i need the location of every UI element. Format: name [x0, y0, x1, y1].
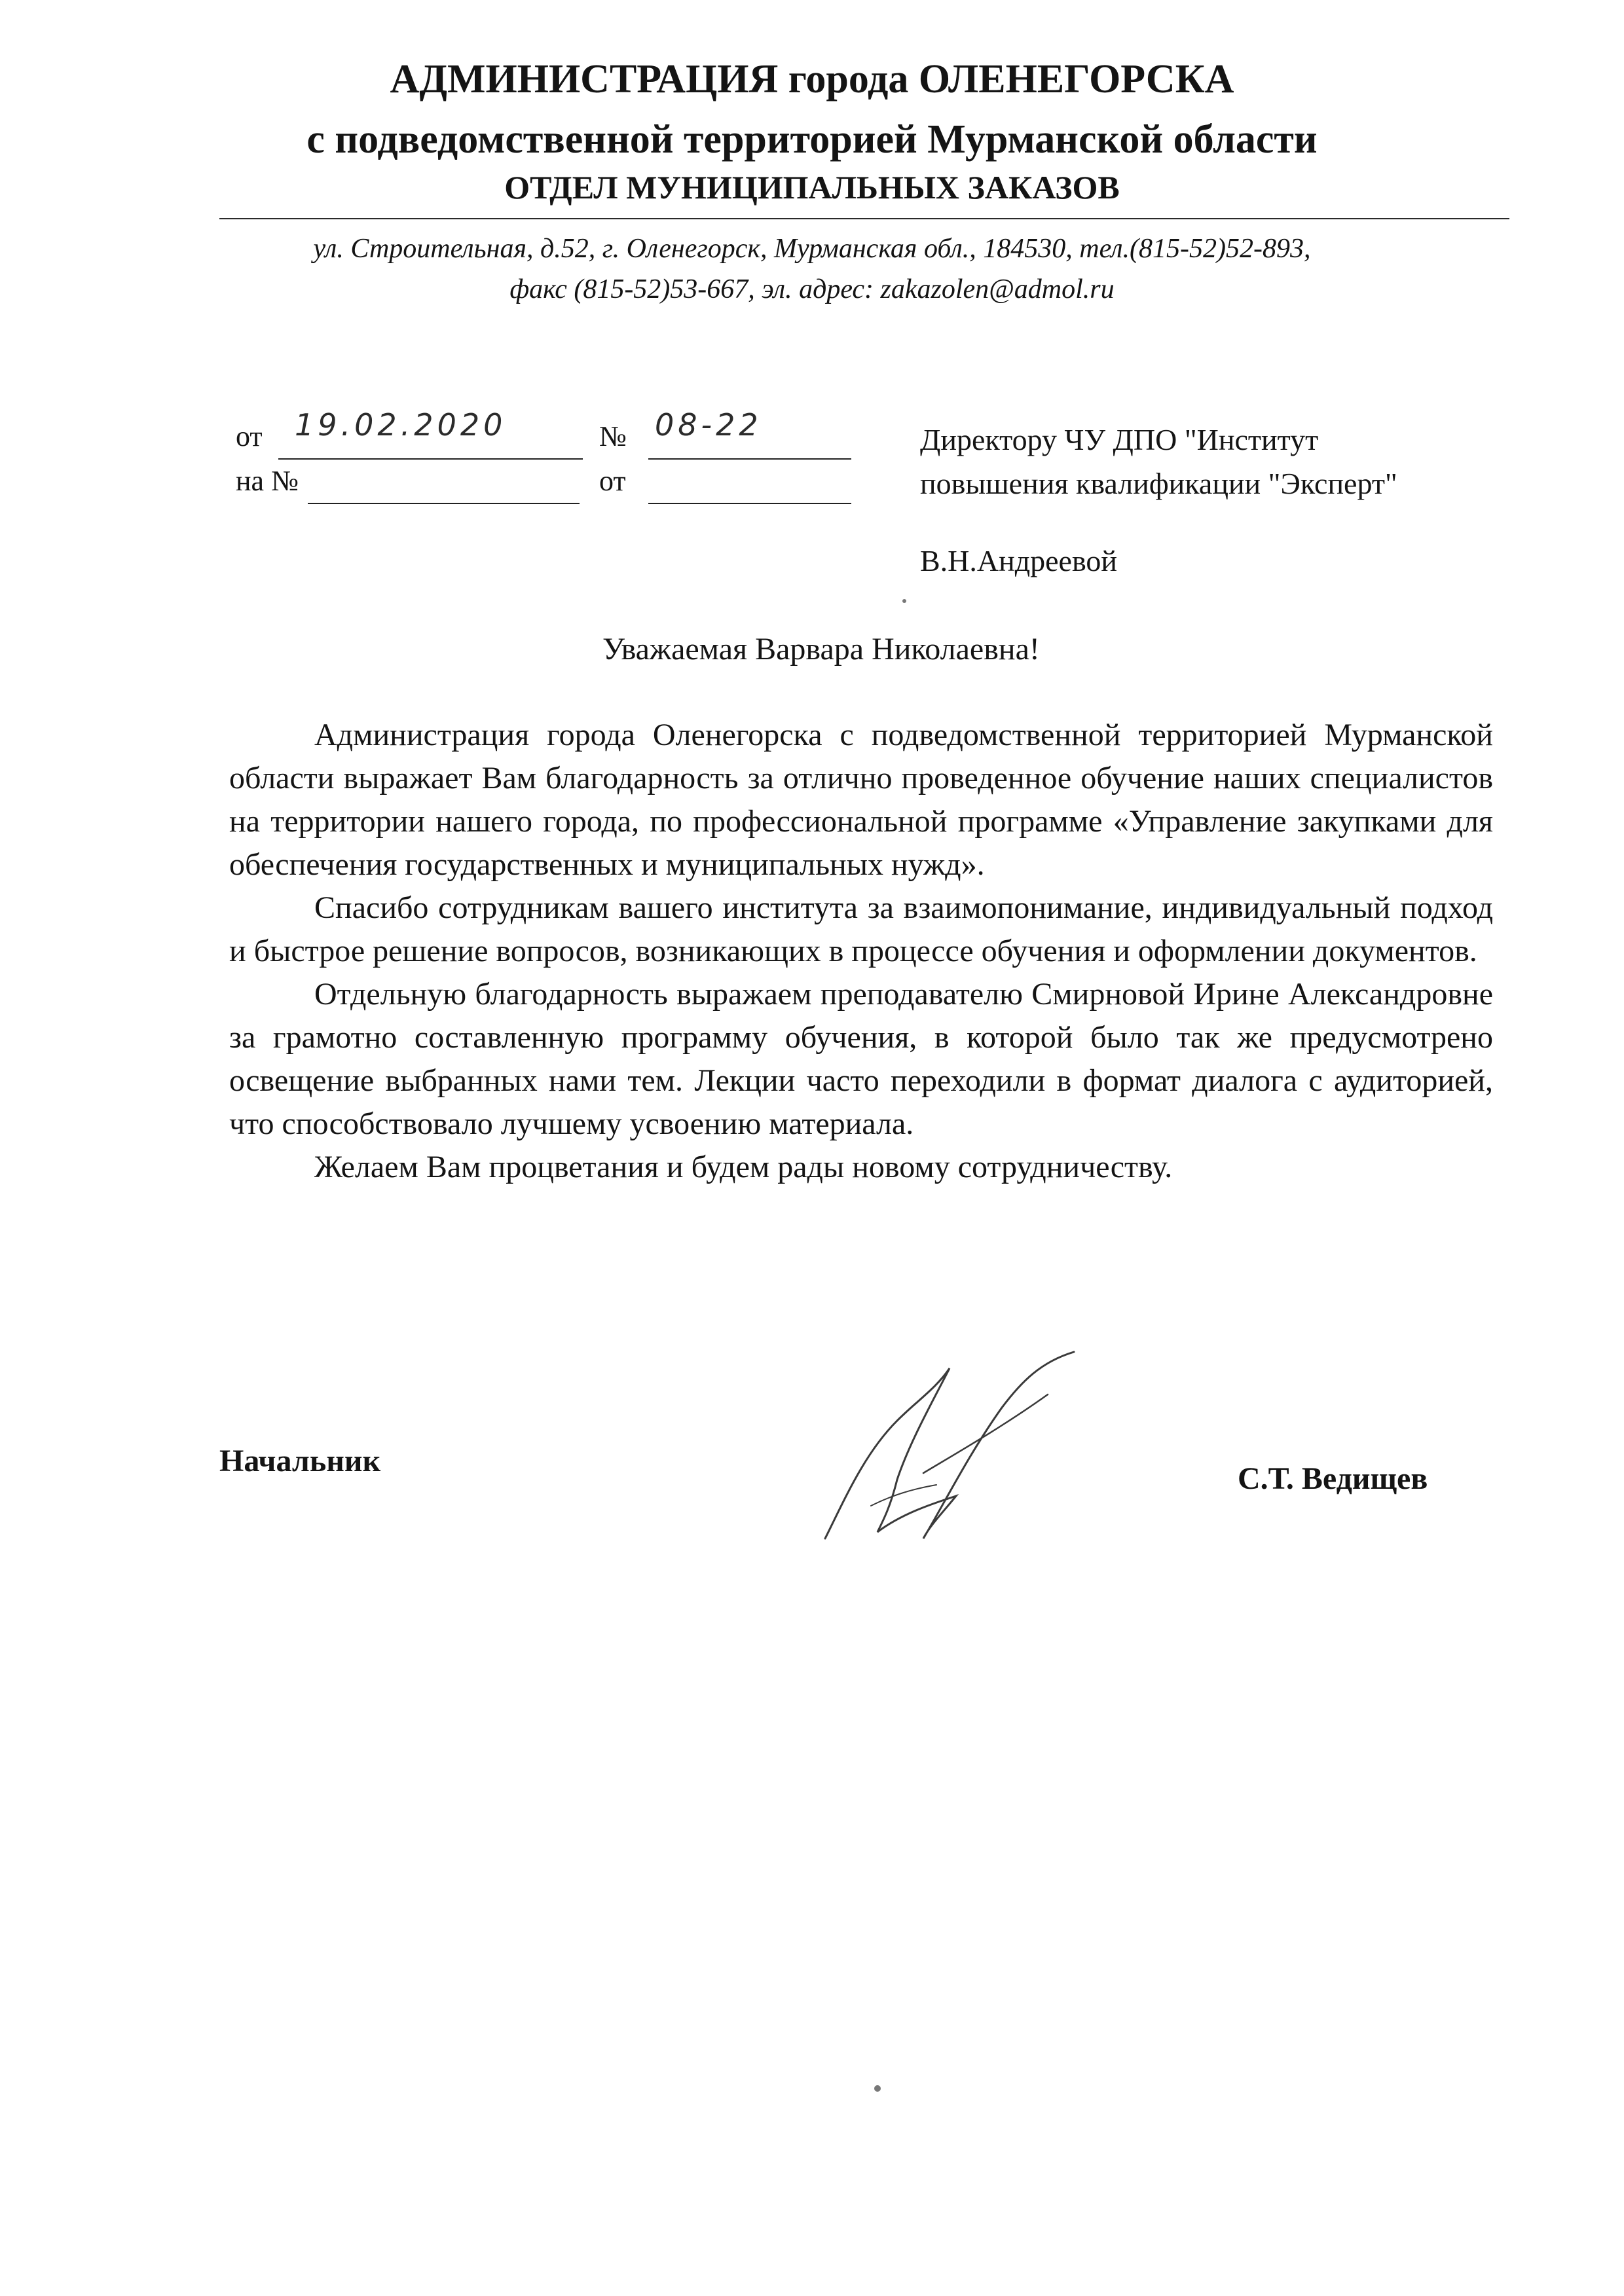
reply-from-line [648, 503, 851, 504]
reply-number-line [308, 503, 580, 504]
signer-position: Начальник [219, 1444, 381, 1478]
recipient-name: В.Н.Андреевой [920, 544, 1117, 577]
number-line [648, 458, 851, 460]
salutation: Уважаемая Варвара Николаевна! [602, 632, 1040, 666]
letterhead-title-line1: АДМИНИСТРАЦИЯ города ОЛЕНЕГОРСКА [390, 57, 1234, 101]
from-date-line [278, 458, 583, 460]
signer-name: С.Т. Ведищев [1238, 1461, 1428, 1496]
letterhead-divider [219, 218, 1509, 219]
letterhead-department: ОТДЕЛ МУНИЦИПАЛЬНЫХ ЗАКАЗОВ [504, 169, 1120, 206]
recipient-line2: повышения квалификации "Эксперт" [920, 467, 1397, 500]
body-paragraph: Администрация города Оленегорска с подведомственной территорией Мурманской области выражает Вам благодарность за отлично проведенное обучение наших специалистов на территории нашего города, по профессиональной программе «Управление закупками для обеспечения государственных и муниципальных нужд». [229, 718, 1493, 882]
letterhead-address-line1: ул. Строительная, д.52, г. Оленегорск, Мурманская обл., 184530, тел.(815-52)52-893, [313, 234, 1311, 264]
reply-number-label: на № [236, 465, 299, 497]
letterhead-address-line2: факс (815-52)53-667, эл. адрес: zakazolen@admol.ru [509, 274, 1115, 304]
reply-from-label: от [599, 465, 626, 497]
scan-speck [874, 2085, 881, 2092]
from-date-handwritten: 19.02.2020 [295, 407, 507, 443]
from-date-label: от [236, 420, 263, 452]
letterhead-title-line2: с подведомственной территорией Мурманской области [306, 117, 1318, 162]
handwritten-signature [805, 1349, 1107, 1558]
scan-speck [902, 599, 906, 603]
recipient-line1: Директору ЧУ ДПО "Институт [920, 423, 1319, 456]
body-paragraph: Желаем Вам процветания и будем рады новому сотрудничеству. [314, 1150, 1173, 1184]
letter-body [229, 714, 1493, 1189]
body-paragraph: Отдельную благодарность выражаем преподавателю Смирновой Ирине Александровне за грамотно составленную программу обучения, в которой было так же предусмотрено освещение выбранных нами тем. Лекции часто переходили в формат диалога с аудиторией, что способствовало лучшему усвоению материала. [229, 977, 1493, 1141]
number-label: № [599, 420, 627, 452]
number-handwritten: 08-22 [655, 407, 762, 443]
body-paragraph: Спасибо сотрудникам вашего института за взаимопонимание, индивидуальный подход и быстрое решение вопросов, возникающих в процессе обучения и оформлении документов. [229, 890, 1493, 968]
